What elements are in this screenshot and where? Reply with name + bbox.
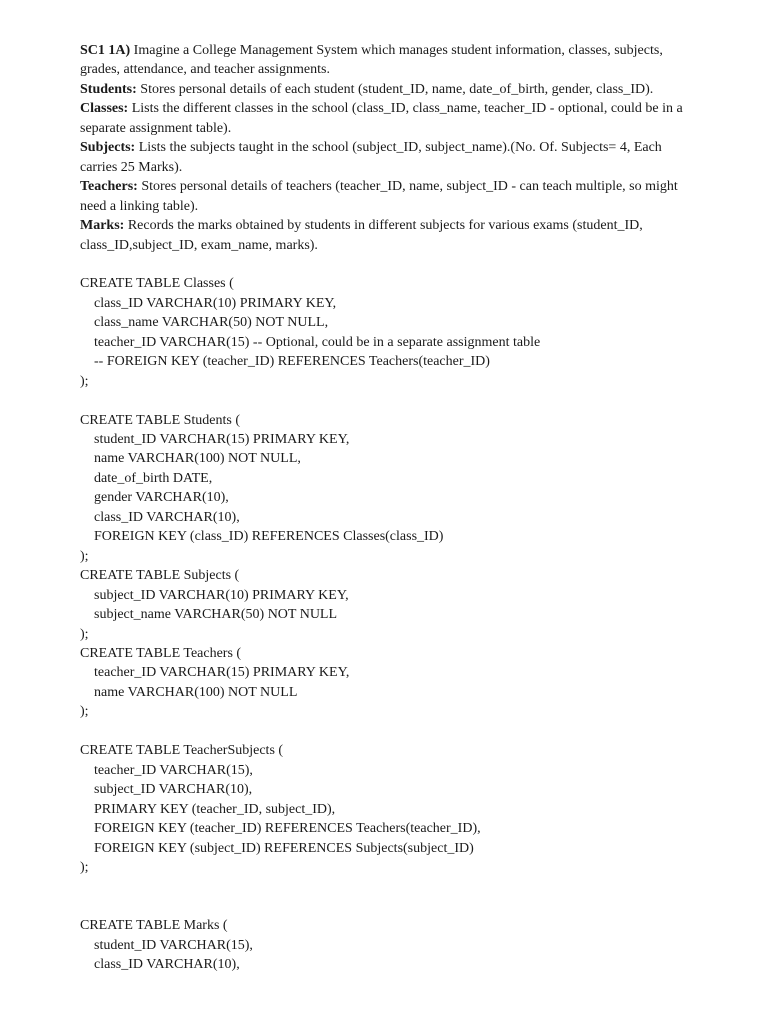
entity-teachers [80, 177, 700, 216]
entity-subjects [80, 138, 700, 177]
sql-block-students [80, 411, 700, 567]
sql-block-marks [80, 916, 700, 974]
sql-block-classes [80, 274, 700, 391]
entity-text: Lists the subjects taught in the school (subject_ID, subject_name).(No. Of. Subjects= 4, Each carries 25 Marks). [80, 140, 662, 175]
sql-line: teacher_ID VARCHAR(15) -- Optional, could be in a separate assignment table [94, 334, 541, 350]
sql-line: name VARCHAR(100) NOT NULL, [94, 451, 301, 467]
entity-label: Teachers: [80, 179, 138, 195]
sql-line: ); [80, 859, 89, 875]
sql-block-subjects [80, 566, 700, 644]
sql-line: student_ID VARCHAR(15) PRIMARY KEY, [94, 432, 350, 448]
sql-line: ); [80, 704, 89, 720]
sql-line: ); [80, 626, 89, 642]
entity-label: Subjects: [80, 140, 136, 156]
sql-line: ); [80, 548, 89, 564]
sql-line: class_ID VARCHAR(10), [94, 509, 240, 525]
spacer [80, 255, 700, 274]
sql-line: CREATE TABLE Subjects ( [80, 568, 240, 584]
entity-students [80, 80, 700, 99]
sql-line: CREATE TABLE Students ( [80, 412, 241, 428]
intro-paragraph [80, 41, 700, 80]
spacer [80, 391, 700, 410]
sql-line: class_ID VARCHAR(10), [94, 957, 240, 973]
sql-line: FOREIGN KEY (subject_ID) REFERENCES Subjects(subject_ID) [94, 840, 474, 856]
entity-text: Stores personal details of teachers (teacher_ID, name, subject_ID - can teach multiple, so might need a linking table). [80, 179, 678, 214]
spacer [80, 877, 700, 896]
sql-line: teacher_ID VARCHAR(15), [94, 762, 253, 778]
entity-label: Classes: [80, 101, 129, 117]
spacer [80, 897, 700, 916]
spacer [80, 722, 700, 741]
entity-text: Records the marks obtained by students in different subjects for various exams (student_ID, class_ID,subject_ID, exam_name, marks). [80, 218, 643, 253]
sql-line: subject_name VARCHAR(50) NOT NULL [94, 607, 338, 623]
sql-line: date_of_birth DATE, [94, 470, 213, 486]
entity-marks [80, 216, 700, 255]
sql-line: CREATE TABLE Teachers ( [80, 646, 242, 662]
sql-block-teachers [80, 644, 700, 722]
sql-block-teacher-subjects [80, 741, 700, 877]
entity-label: Marks: [80, 218, 125, 234]
entity-classes [80, 99, 700, 138]
intro-text: Imagine a College Management System which manages student information, classes, subjects, grades, attendance, and teacher assignments. [80, 43, 663, 78]
sql-line: PRIMARY KEY (teacher_ID, subject_ID), [94, 801, 336, 817]
sql-line: subject_ID VARCHAR(10), [94, 782, 253, 798]
sql-line: -- FOREIGN KEY (teacher_ID) REFERENCES Teachers(teacher_ID) [94, 354, 490, 370]
document-page [80, 41, 700, 975]
sql-line: ); [80, 373, 89, 389]
sql-line: CREATE TABLE TeacherSubjects ( [80, 743, 284, 759]
sql-line: teacher_ID VARCHAR(15) PRIMARY KEY, [94, 665, 350, 681]
intro-heading: SC1 1A) [80, 43, 131, 58]
sql-line: student_ID VARCHAR(15), [94, 937, 253, 953]
entity-text: Lists the different classes in the school (class_ID, class_name, teacher_ID - optional, could be in a separate assignment table). [80, 101, 683, 136]
sql-line: gender VARCHAR(10), [94, 490, 229, 506]
sql-line: name VARCHAR(100) NOT NULL [94, 684, 298, 700]
entity-label: Students: [80, 81, 137, 97]
sql-line: CREATE TABLE Classes ( [80, 276, 234, 292]
sql-line: subject_ID VARCHAR(10) PRIMARY KEY, [94, 587, 349, 603]
entity-text: Stores personal details of each student (student_ID, name, date_of_birth, gender, class_ID). [136, 81, 654, 97]
sql-line: class_name VARCHAR(50) NOT NULL, [94, 315, 329, 331]
sql-line: class_ID VARCHAR(10) PRIMARY KEY, [94, 295, 337, 311]
sql-line: CREATE TABLE Marks ( [80, 918, 228, 934]
sql-line: FOREIGN KEY (teacher_ID) REFERENCES Teachers(teacher_ID), [94, 821, 481, 837]
sql-line: FOREIGN KEY (class_ID) REFERENCES Classes(class_ID) [94, 529, 444, 545]
